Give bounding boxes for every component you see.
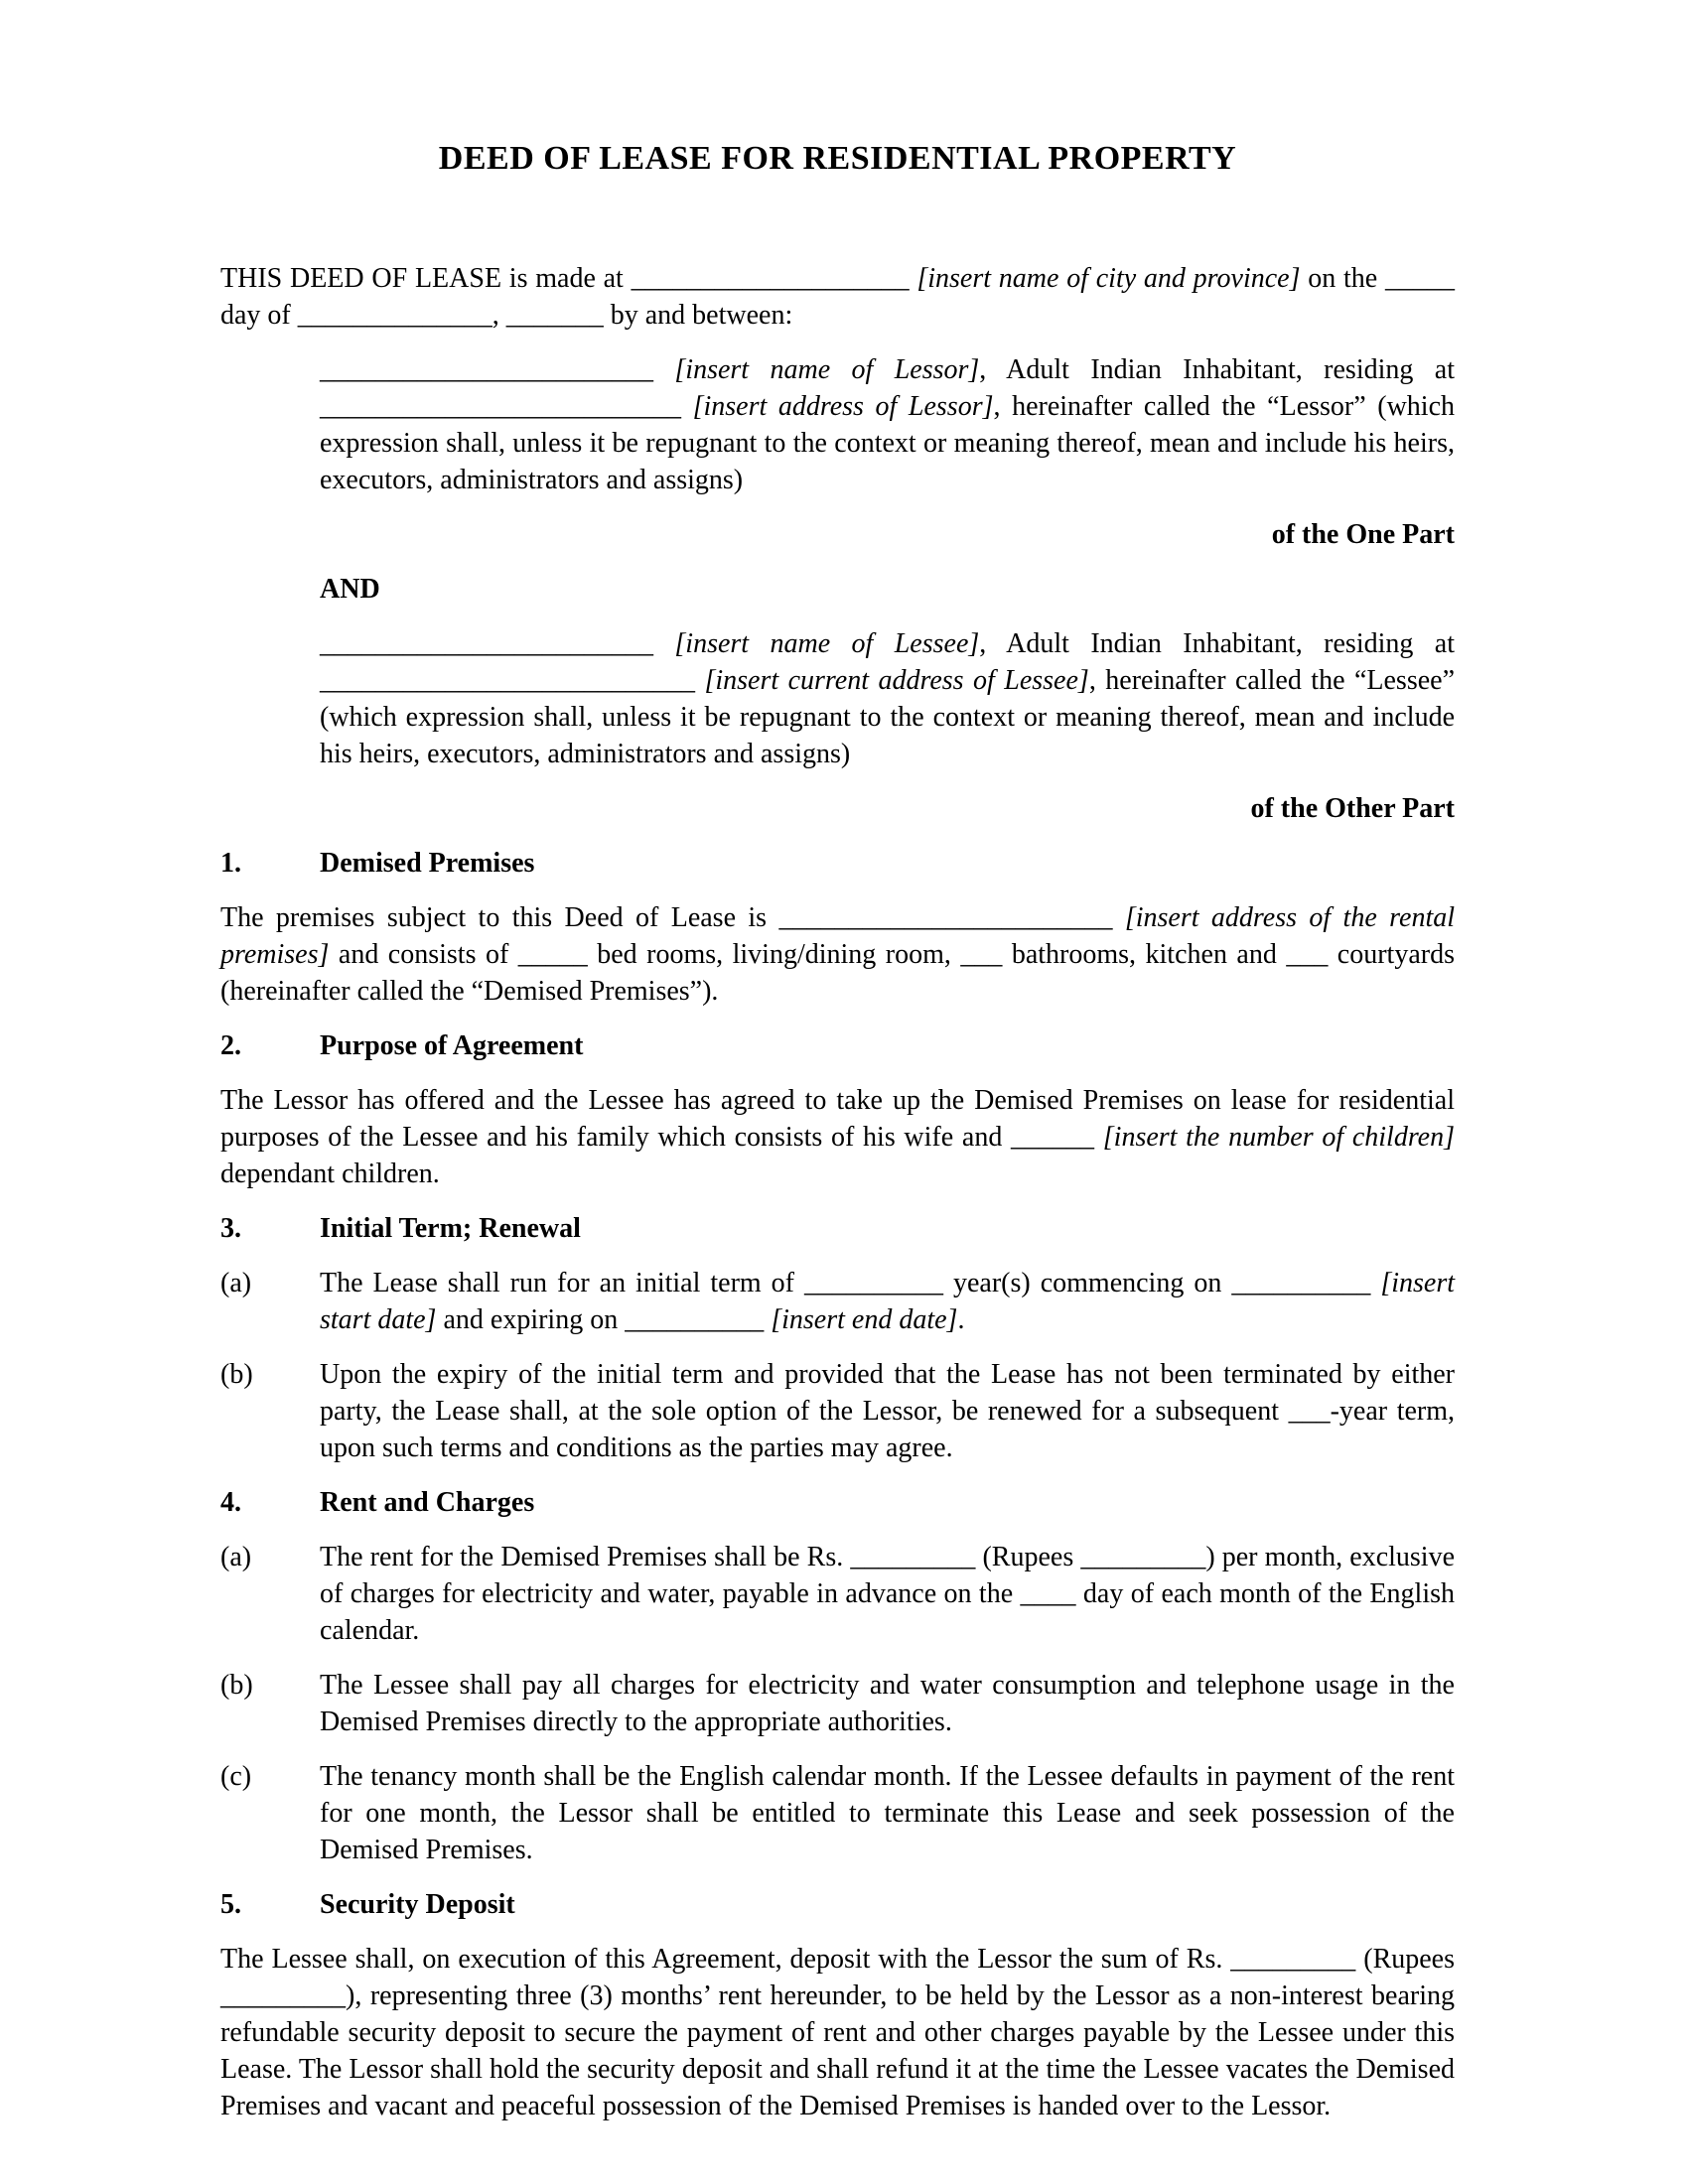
fill-in-hint: [insert current address of Lessee]	[704, 665, 1089, 696]
fill-in-hint: [insert end date]	[771, 1304, 958, 1335]
text-run: The Lessee shall, on execution of this Agreement, deposit with the Lessor the sum of Rs. _________ (Rupees _________), representing three (3) months’ rent hereunder, to be held by the Lessor as a non-interest bearing refundable security deposit to secure the payment of rent and other charges payable by the Lessee under this Lease. The Lessor shall hold the security deposit and shall refund it at the time the Lessee vacates the Demised Premises and vacant and peaceful possession of the Demised Premises is handed over to the Lessor.	[220, 1944, 1455, 2121]
text-run: ________________________	[320, 628, 675, 659]
text-run: , hereinafter called the “Lessee” (which expression shall, unless it be repugnant to the context or meaning thereof, mean and include his heirs, executors, administrators and assigns)	[320, 665, 1456, 769]
fill-in-hint: [insert name of Lessee]	[674, 628, 980, 659]
fill-in-hint: [insert the number of children]	[1102, 1122, 1456, 1153]
other-part-caption: of the Other Part	[1250, 793, 1455, 824]
clause-3b	[220, 1356, 1455, 1466]
section-2-body	[220, 1082, 1455, 1192]
section-5-body	[220, 1941, 1455, 2124]
section-3-heading	[220, 1210, 1455, 1247]
clause-text	[320, 1758, 1455, 1868]
and-connector: AND	[320, 574, 380, 605]
lessee-clause	[320, 625, 1455, 772]
clause-text	[320, 1356, 1455, 1466]
clause-marker: (a)	[220, 1542, 252, 1572]
clause-marker: (a)	[220, 1268, 252, 1298]
section-number: 4.	[220, 1487, 241, 1518]
lessor-clause	[320, 351, 1455, 498]
clause-4a	[220, 1539, 1455, 1649]
section-number: 3.	[220, 1213, 241, 1244]
clause-marker: (b)	[220, 1359, 253, 1390]
clause-marker: (b)	[220, 1670, 253, 1701]
clause-marker: (c)	[220, 1761, 252, 1792]
fill-in-hint: [insert name of Lessor]	[674, 354, 980, 385]
text-run: , Adult Indian Inhabitant, residing at __________________________	[320, 354, 1455, 422]
section-4-heading	[220, 1484, 1455, 1521]
text-run: ________________________	[320, 354, 675, 385]
text-run: The Lessor has offered and the Lessee has agreed to take up the Demised Premises on lease for residential purposes of the Lessee and his family which consists of his wife and ______	[220, 1085, 1455, 1153]
clause-4c	[220, 1758, 1455, 1868]
intro-clause	[220, 260, 1455, 334]
clause-text	[320, 1539, 1455, 1649]
fill-in-hint: [insert address of Lessor]	[692, 391, 994, 422]
text-run: dependant children.	[220, 1159, 440, 1189]
section-number: 1.	[220, 848, 241, 879]
section-2-heading	[220, 1027, 1455, 1064]
text-run: The Lease shall run for an initial term of __________ year(s) commencing on __________	[320, 1268, 1381, 1298]
document-body	[220, 260, 1455, 2124]
clause-4b	[220, 1667, 1455, 1740]
text-run: Upon the expiry of the initial term and provided that the Lease has not been terminated by either party, the Lease shall, at the sole option of the Lessor, be renewed for a subsequent ___-year term, upon such terms and conditions as the parties may agree.	[320, 1359, 1455, 1463]
section-number: 5.	[220, 1889, 241, 1920]
section-1-body	[220, 899, 1455, 1010]
section-title: Security Deposit	[320, 1889, 515, 1920]
text-run: on the _____ day of ______________, _______ by and between:	[220, 263, 1455, 331]
text-run: , Adult Indian Inhabitant, residing at ___________________________	[320, 628, 1456, 696]
clause-3a	[220, 1265, 1455, 1338]
text-run: THIS DEED OF LEASE is made at ____________________	[220, 263, 917, 294]
clause-text	[320, 1265, 1455, 1338]
section-title: Rent and Charges	[320, 1487, 535, 1518]
section-title: Demised Premises	[320, 848, 535, 879]
clause-text	[320, 1667, 1455, 1740]
section-title: Purpose of Agreement	[320, 1030, 584, 1061]
text-run: and consists of _____ bed rooms, living/dining room, ___ bathrooms, kitchen and ___ courtyards (hereinafter called the “Demised Premises”).	[220, 939, 1455, 1007]
fill-in-hint: [insert start date]	[320, 1268, 1455, 1335]
text-run: The rent for the Demised Premises shall be Rs. _________ (Rupees _________) per month, exclusive of charges for electricity and water, payable in advance on the ____ day of each month of the English calendar.	[320, 1542, 1455, 1646]
section-1-heading	[220, 845, 1455, 882]
section-5-heading	[220, 1886, 1455, 1923]
section-title: Initial Term; Renewal	[320, 1213, 581, 1244]
text-run: The premises subject to this Deed of Lease is ________________________	[220, 902, 1125, 933]
text-run: The Lessee shall pay all charges for electricity and water consumption and telephone usage in the Demised Premises directly to the appropriate authorities.	[320, 1670, 1455, 1737]
section-number: 2.	[220, 1030, 241, 1061]
fill-in-hint: [insert address of the rental premises]	[220, 902, 1455, 970]
document-title: DEED OF LEASE FOR RESIDENTIAL PROPERTY	[438, 140, 1237, 177]
one-part-caption: of the One Part	[1271, 519, 1455, 550]
text-run: .	[957, 1304, 965, 1335]
text-run: The tenancy month shall be the English calendar month. If the Lessee defaults in payment of the rent for one month, the Lessor shall be entitled to terminate this Lease and seek possession of the Demised Premises.	[320, 1761, 1455, 1865]
text-run: and expiring on __________	[436, 1304, 772, 1335]
fill-in-hint: [insert name of city and province]	[916, 263, 1301, 294]
text-run: , hereinafter called the “Lessor” (which expression shall, unless it be repugnant to the context or meaning thereof, mean and include his heirs, executors, administrators and assigns)	[320, 391, 1456, 495]
